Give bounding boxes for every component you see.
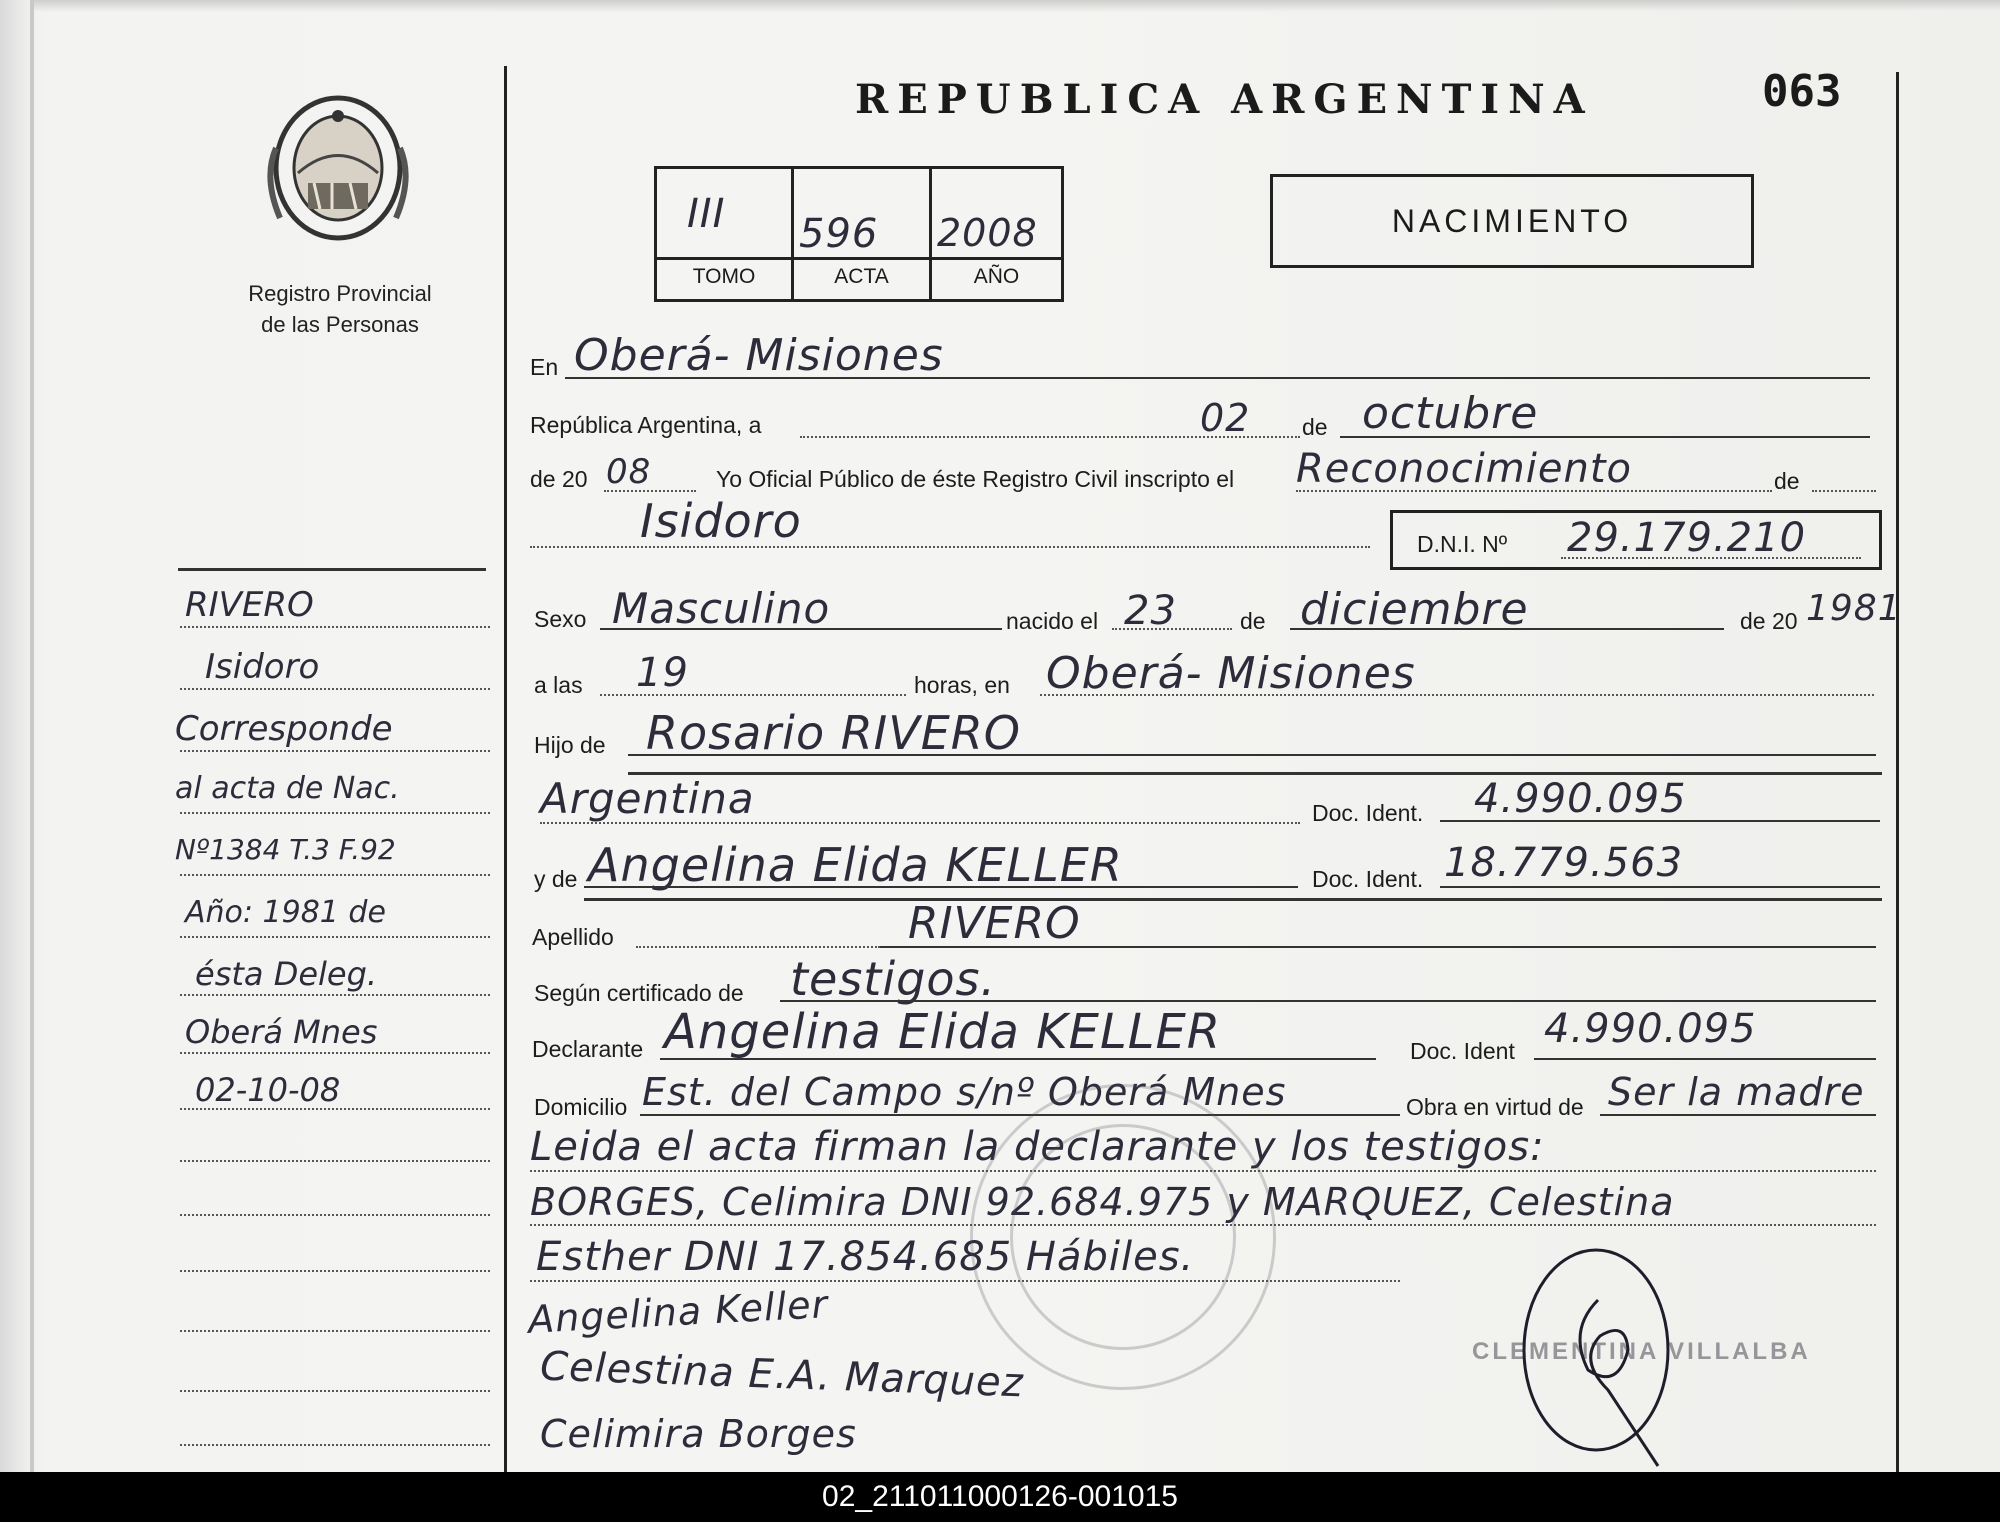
line: [1340, 436, 1870, 438]
margin-line: [180, 812, 490, 814]
line: [1561, 557, 1861, 559]
value-nationality: Argentina: [540, 774, 755, 823]
label-declarante: Declarante: [532, 1036, 644, 1062]
margin-line: [180, 688, 490, 690]
value-place: Oberá- Misiones: [574, 330, 944, 381]
tomo-value: III: [687, 191, 726, 237]
margin-line: [180, 1330, 490, 1332]
margin-line: [180, 1052, 490, 1054]
registry-name: [150, 278, 530, 340]
label-horas: horas, en: [914, 672, 1010, 698]
margin-note-2: Isidoro: [205, 647, 320, 687]
label-alas: a las: [534, 672, 583, 698]
value-day: 02: [1200, 396, 1251, 440]
value-father: Rosario RIVERO: [646, 706, 1021, 760]
book-spine: [30, 0, 34, 1472]
label-nacido: nacido el: [1006, 608, 1099, 634]
margin-line: [180, 1444, 490, 1446]
value-birth-month: diciembre: [1300, 584, 1529, 635]
margin-note-4: al acta de Nac.: [175, 771, 400, 806]
label-de: de: [1774, 468, 1800, 494]
official-signature-icon: [1508, 1240, 1688, 1470]
label-docident: Doc. Ident.: [1312, 866, 1424, 892]
line: [628, 754, 1876, 756]
label-sexo: Sexo: [534, 606, 587, 632]
label-docident: Doc. Ident.: [1312, 800, 1424, 826]
value-docident-mother: 18.779.563: [1444, 840, 1684, 886]
value-apellido: RIVERO: [908, 898, 1081, 949]
label-de20: de 20: [1740, 608, 1798, 634]
margin-note-3: Corresponde: [175, 709, 393, 749]
doc-type-label: NACIMIENTO: [1391, 202, 1633, 239]
dni-box: [1390, 510, 1882, 570]
margin-note-7: ésta Deleg.: [195, 955, 378, 993]
label-oficial: Yo Oficial Público de éste Registro Civil inscripto el: [716, 466, 1235, 492]
text-line-2: BORGES, Celimira DNI 92.684.975 y MARQUEZ, Celestina: [530, 1180, 1675, 1224]
page-top-edge: [30, 0, 2000, 12]
value-birth-year: 1981: [1806, 588, 1902, 629]
line: [1600, 1114, 1876, 1116]
value-month: octubre: [1362, 388, 1539, 439]
value-hour: 19: [636, 650, 689, 696]
label-dni: D.N.I. Nº: [1417, 531, 1508, 557]
value-obra: Ser la madre: [1608, 1070, 1865, 1114]
value-year: 08: [606, 452, 652, 492]
registry-line-2: de las Personas: [261, 312, 419, 337]
right-border: [1896, 72, 1899, 1472]
coat-of-arms-icon: [258, 88, 418, 258]
country-title: REPUBLICA ARGENTINA: [855, 76, 1594, 123]
label-apellido: Apellido: [532, 924, 614, 950]
line: [584, 886, 1298, 888]
value-sexo: Masculino: [612, 584, 831, 633]
margin-line: [180, 1390, 490, 1392]
record-box: [654, 166, 1064, 302]
value-dni: 29.179.210: [1567, 515, 1807, 561]
label-hijo: Hijo de: [534, 732, 606, 758]
acta-label: ACTA: [834, 265, 889, 288]
line: [584, 898, 1882, 901]
value-birth-place: Oberá- Misiones: [1046, 648, 1416, 699]
margin-note-9: 02-10-08: [195, 1071, 341, 1109]
official-round-stamp-inner: [1010, 1124, 1236, 1350]
column-divider: [504, 66, 507, 1472]
line: [1440, 820, 1880, 822]
label-docident: Doc. Ident: [1410, 1038, 1515, 1064]
margin-note-1: RIVERO: [185, 585, 314, 625]
signature-3: Celimira Borges: [540, 1412, 857, 1456]
line: [660, 1058, 1376, 1060]
label-yde: y de: [534, 866, 578, 892]
line: [565, 377, 1870, 379]
line: [640, 1114, 1400, 1116]
line: [1040, 694, 1874, 696]
value-docident-declarante: 4.990.095: [1544, 1006, 1757, 1052]
margin-line: [180, 750, 490, 752]
line: [604, 490, 696, 492]
page-number: 063: [1762, 66, 1842, 117]
label-obra: Obra en virtud de: [1406, 1094, 1584, 1120]
registry-line-1: Registro Provincial: [248, 281, 432, 306]
margin-note-8: Oberá Mnes: [185, 1013, 378, 1051]
label-segun: Según certificado de: [534, 980, 744, 1006]
label-de: de: [1302, 414, 1328, 440]
line: [600, 628, 1002, 630]
label-domicilio: Domicilio: [534, 1094, 628, 1120]
margin-line: [180, 1270, 490, 1272]
margin-note-5: Nº1384 T.3 F.92: [175, 833, 396, 866]
acta-value: 596: [799, 211, 879, 257]
line: [540, 822, 1300, 824]
margin-line: [180, 936, 490, 938]
value-domicilio: Est. del Campo s/nº Oberá Mnes: [642, 1070, 1287, 1114]
line: [1296, 490, 1772, 492]
line: [780, 1000, 1876, 1002]
official-name-stamp: CLEMENTINA VILLALBA: [1472, 1338, 1811, 1365]
margin-line: [180, 1108, 490, 1110]
margin-line: [180, 626, 490, 628]
doc-type-box: [1270, 174, 1754, 268]
line: [628, 772, 1882, 775]
anio-label: AÑO: [973, 265, 1020, 288]
anio-value: 2008: [937, 211, 1038, 255]
margin-line: [180, 1160, 490, 1162]
line: [1112, 628, 1232, 630]
value-birth-day: 23: [1124, 588, 1177, 634]
margin-line: [180, 1214, 490, 1216]
text-line-1: Leida el acta firman la declarante y los testigos:: [530, 1124, 1545, 1170]
line: [1290, 628, 1724, 630]
margin-separator: [178, 568, 486, 571]
signature-2: Celestina E.A. Marquez: [539, 1343, 1025, 1407]
value-mother: Angelina Elida KELLER: [588, 838, 1123, 892]
value-name: Isidoro: [640, 494, 802, 548]
value-docident-father: 4.990.095: [1474, 776, 1687, 822]
line: [636, 946, 880, 948]
line: [1440, 886, 1880, 888]
tomo-label: TOMO: [692, 265, 756, 288]
margin-note-6: Año: 1981 de: [185, 895, 386, 930]
line: [600, 694, 906, 696]
value-segun: testigos.: [790, 952, 997, 1006]
line: [1534, 1058, 1876, 1060]
line: [880, 946, 1876, 948]
line: [530, 546, 1370, 548]
margin-line: [180, 874, 490, 876]
signature-1: Angelina Keller: [527, 1282, 830, 1342]
label-de: de: [1240, 608, 1266, 634]
record-box-divider: [657, 257, 1061, 260]
margin-line: [180, 994, 490, 996]
image-id-footer: 02_211011000126-001015: [0, 1472, 2000, 1522]
label-republica: República Argentina, a: [530, 412, 762, 438]
value-declarante: Angelina Elida KELLER: [664, 1004, 1222, 1060]
label-en: En: [530, 354, 559, 380]
text-line-3: Esther DNI 17.854.685 Hábiles.: [536, 1234, 1195, 1280]
line: [1812, 490, 1876, 492]
value-inscripto: Reconocimiento: [1296, 446, 1632, 492]
province-coat-of-arms: [258, 88, 418, 258]
label-de20: de 20: [530, 466, 588, 492]
